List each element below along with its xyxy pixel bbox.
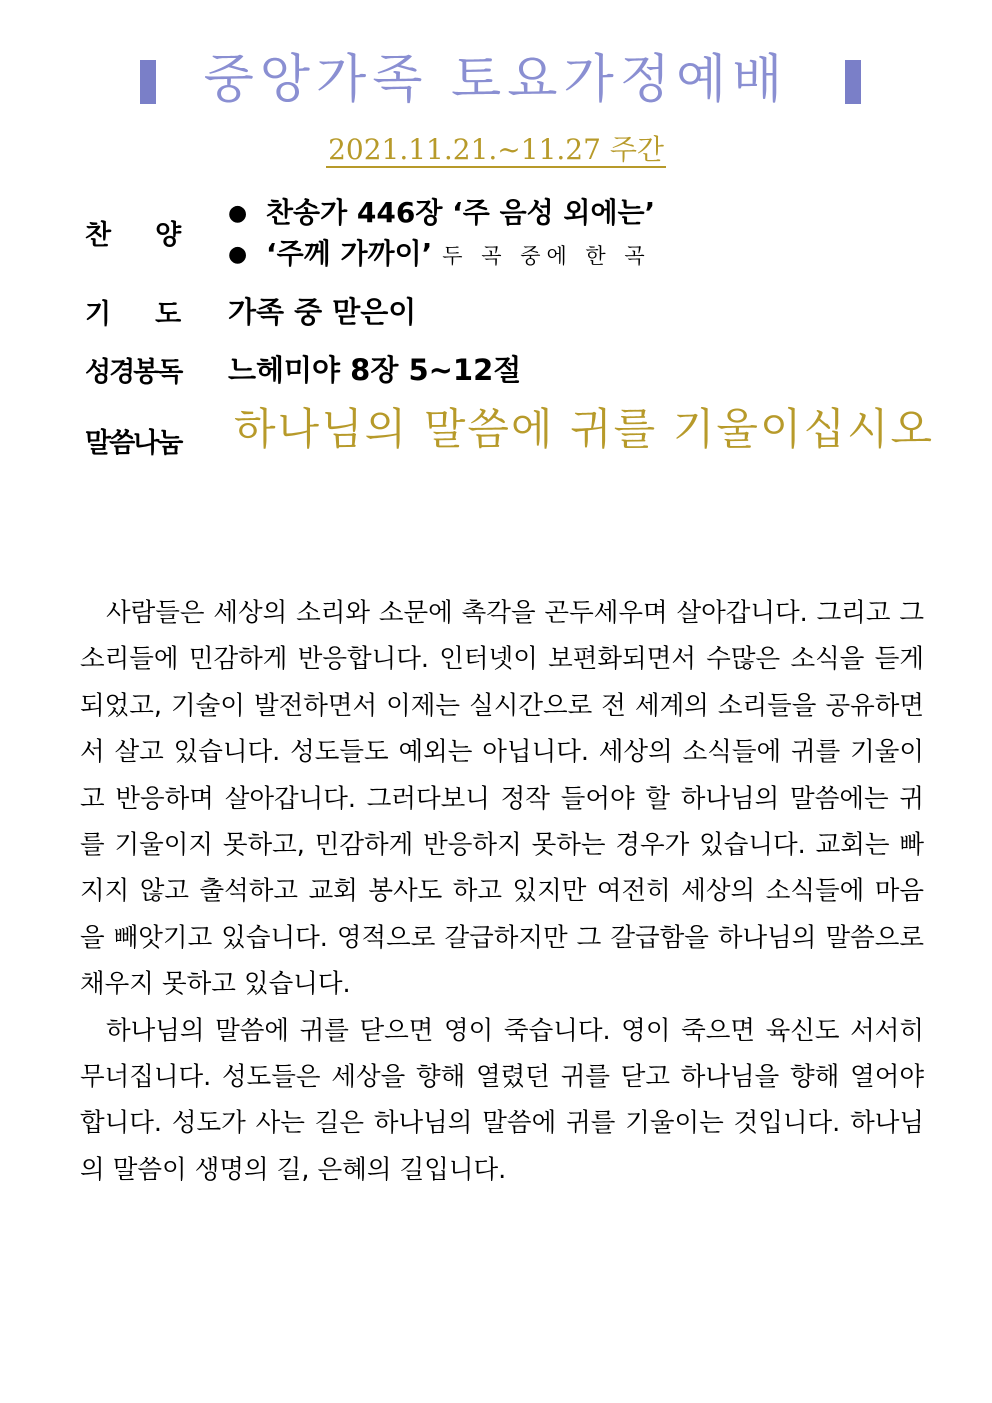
hymn-line-1: 찬송가 446장 ‘주 음성 외에는’ — [266, 196, 656, 229]
reading-value: 느헤미야 8장 5~12절 — [228, 353, 522, 387]
sermon-label: 말씀나눔 — [85, 428, 182, 459]
date-text: 2021.11.21.~11.27 주간 — [328, 133, 664, 166]
hymn-item-1 — [228, 193, 655, 234]
bullet-icon: ● — [228, 201, 248, 226]
date-range — [0, 130, 992, 170]
paragraph-2: 하나님의 말씀에 귀를 닫으면 영이 죽습니다. 영이 죽으면 육신도 서서히 무너집니다. 성도들은 세상을 향해 열렸던 귀를 닫고 하나님을 향해 열어야 합니다. 성도가 사는 길은 하나님의 말씀에 귀를 기울이는 것입니다. 하나님의 말씀이 생명의 길, 은혜의 길입니다. — [80, 1015, 924, 1185]
header — [0, 42, 992, 118]
hymn-item-2 — [228, 234, 651, 276]
sermon-body — [80, 590, 924, 1193]
sermon-title: 하나님의 말씀에 귀를 기울이십시오 — [234, 405, 935, 455]
paragraph-1: 사람들은 세상의 소리와 소문에 촉각을 곤두세우며 살아갑니다. 그리고 그 소리들에 민감하게 반응합니다. 인터넷이 보편화되면서 수많은 소식을 듣게 되었고, 기술이 발전하면서 이제는 실시간으로 전 세계의 소리들을 공유하면서 살고 있습니다. 성도들도 예외는 아닙니다. 세상의 소식들에 귀를 기울이고 반응하며 살아갑니다. 그러다보니 정작 들어야 할 하나님의 말씀에는 귀를 기울이지 못하고, 민감하게 반응하지 못하는 경우가 있습니다. 교회는 빠지지 않고 출석하고 교회 봉사도 하고 있지만 여전히 세상의 소식들에 마음을 빼앗기고 있습니다. 영적으로 갈급하지만 그 갈급함을 하나님의 말씀으로 채우지 못하고 있습니다. — [80, 598, 924, 1000]
page-title: 중앙가족 토요가정예배 — [203, 50, 789, 110]
title-bar-right-decoration — [845, 60, 861, 104]
prayer-value: 가족 중 맏은이 — [228, 295, 417, 329]
prayer-label: 기도 — [85, 299, 226, 330]
hymn-label: 찬양 — [85, 220, 226, 251]
reading-label: 성경봉독 — [85, 357, 182, 388]
hymn-note: 두 곡 중에 한 곡 — [442, 244, 651, 268]
bullet-icon: ● — [228, 242, 248, 267]
hymn-line-2: ‘주께 가까이’ — [266, 237, 433, 270]
